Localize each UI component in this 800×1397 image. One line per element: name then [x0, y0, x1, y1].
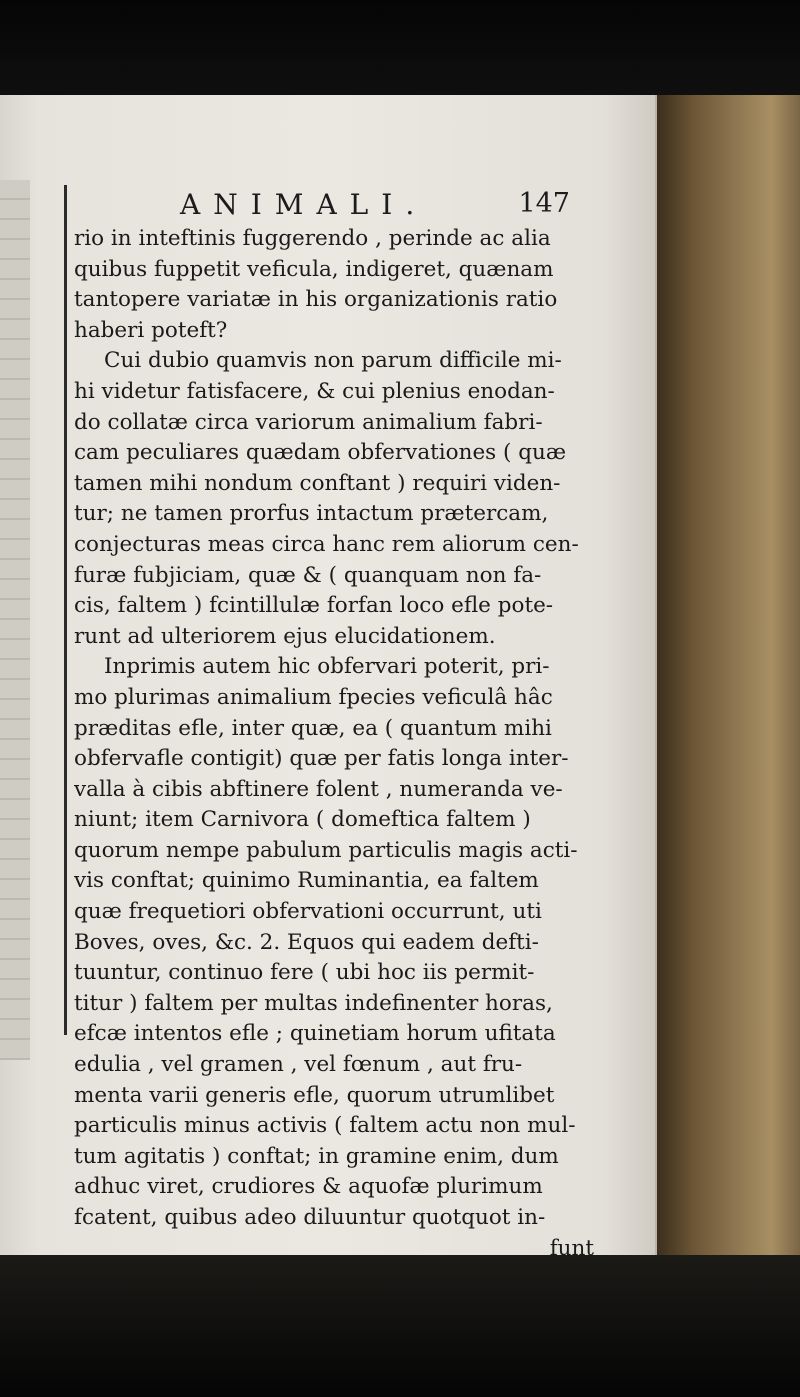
text-line: Inprimis autem hic obfervari poterit, pri- [104, 654, 550, 680]
text-line: do collatæ circa variorum animalium fabri- [74, 409, 543, 435]
text-line: cam peculiares quædam obfervationes ( quæ [74, 440, 567, 466]
text-line: adhuc viret, crudiores & aquofæ plurimum [74, 1174, 543, 1200]
text-line: valla à cibis abftinere folent , numeranda ve- [74, 776, 563, 802]
text-line: conjecturas meas circa hanc rem aliorum cen- [74, 531, 579, 557]
page-number: 147 [518, 188, 570, 219]
text-line: efcæ intentos efle ; quinetiam horum ufitata [74, 1021, 556, 1047]
text-line: præditas efle, inter quæ, ea ( quantum mihi [74, 715, 552, 741]
text-line: tur; ne tamen prorfus intactum prætercam, [74, 501, 549, 527]
text-line: particulis minus activis ( faltem actu non mul- [74, 1113, 576, 1139]
text-line: rio in inteftinis fuggerendo , perinde ac alia [74, 226, 551, 251]
text-line: obfervafle contigit) quæ per fatis longa inter- [74, 746, 569, 772]
text-line: tamen mihi nondum conftant ) requiri viden- [74, 470, 561, 496]
text-line: tum agitatis ) conftat; in gramine enim, dum [74, 1143, 559, 1169]
text-line: quorum nempe pabulum particulis magis acti- [74, 837, 578, 863]
text-line: edulia , vel gramen , vel fœnum , aut fru- [74, 1052, 523, 1078]
body-text [74, 224, 626, 1264]
text-line: furæ fubjiciam, quæ & ( quanquam non fa- [74, 562, 542, 588]
gutter-shadow-line [64, 185, 67, 1035]
text-line: quæ frequetiori obfervationi occurrunt, uti [74, 899, 542, 925]
text-line: runt ad ulteriorem ejus elucidationem. [74, 623, 496, 649]
text-line: mo plurimas animalium fpecies veficulâ hâc [74, 684, 553, 710]
text-line: fcatent, quibus adeo diluuntur quotquot in- [74, 1205, 546, 1230]
text-line: menta varii generis efle, quorum utrumlibet [74, 1082, 555, 1108]
text-line: niunt; item Carnivora ( domeftica faltem ) [74, 807, 531, 833]
text-line: hi videtur fatisfacere, & cui plenius enodan- [74, 378, 555, 404]
text-line: Boves, oves, &c. 2. Equos qui eadem defti- [74, 929, 539, 955]
dark-background-bottom [0, 1255, 800, 1397]
text-line: cis, faltem ) fcintillulæ forfan loco efle pote- [74, 593, 554, 619]
running-head [150, 188, 570, 228]
text-line: vis conftat; quinimo Ruminantia, ea faltem [74, 868, 539, 894]
catchword: funt [549, 1235, 594, 1261]
text-line: Cui dubio quamvis non parum difficile mi- [104, 348, 562, 374]
text-line: tantopere variatæ in his organizationis ratio [74, 287, 558, 313]
text-line: quibus fuppetit veficula, indigeret, quænam [74, 256, 554, 282]
binding-gutter [0, 180, 30, 1060]
running-head-title: ANIMALI. [180, 188, 428, 221]
text-line: haberi poteft? [74, 317, 228, 343]
facing-page-edge [657, 95, 800, 1290]
text-line: tuuntur, continuo fere ( ubi hoc iis permit- [74, 960, 535, 986]
text-line: titur ) faltem per multas indefinenter horas, [74, 990, 553, 1016]
